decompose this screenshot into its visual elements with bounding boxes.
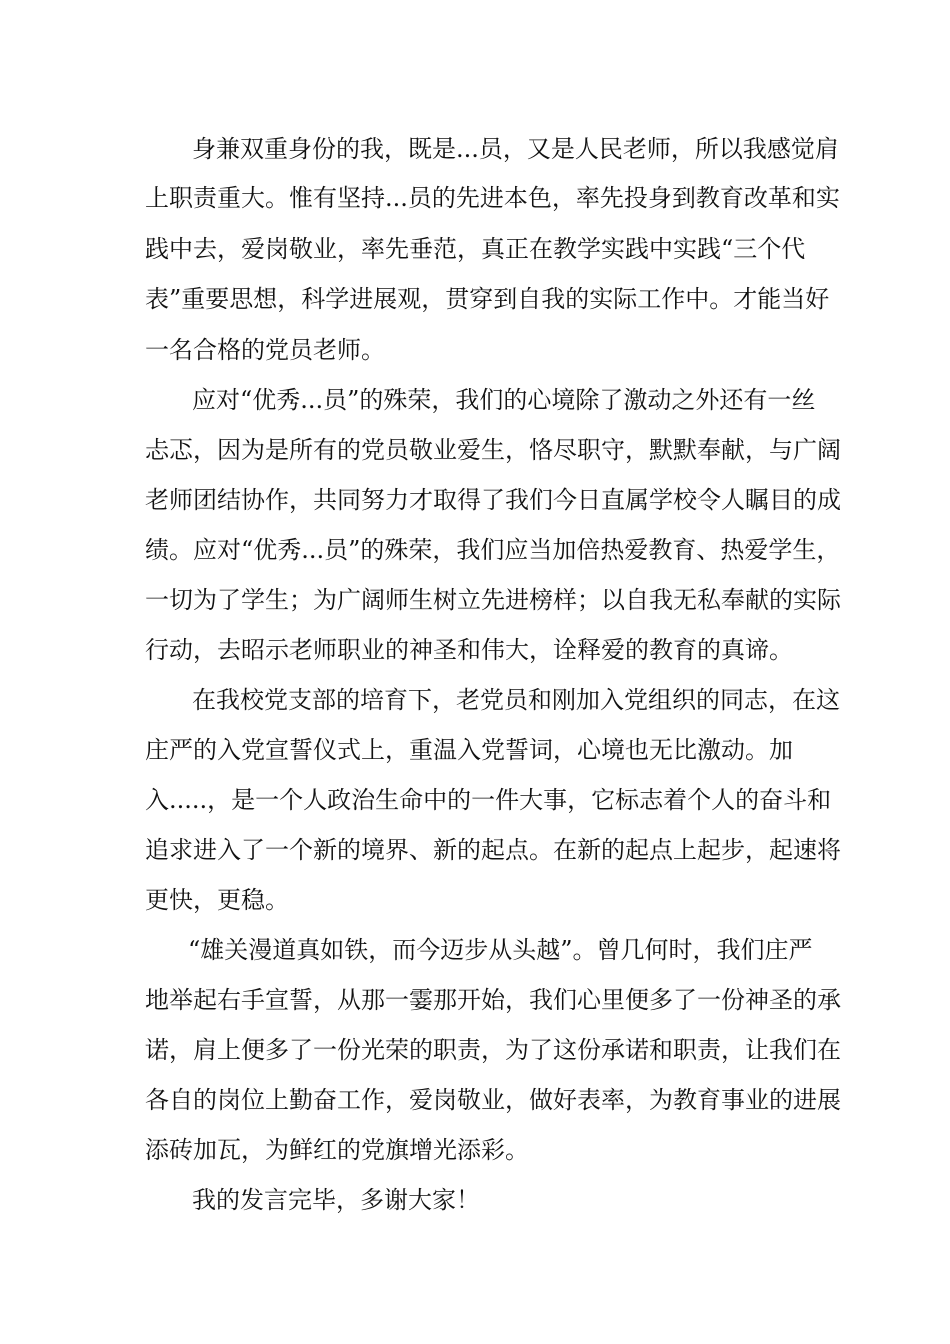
paragraph-line: 身兼双重身份的我，既是...员，又是人民老师，所以我感觉肩	[192, 135, 839, 163]
paragraph-line: 在我校党支部的培育下，老党员和刚加入党组织的同志，在这	[192, 686, 840, 714]
paragraph-line: 忐忑，因为是所有的党员敬业爱生，恪尽职守，默默奉献，与广阔	[145, 436, 841, 464]
paragraph-line: 绩。应对“优秀...员”的殊荣，我们应当加倍热爱教育、热爱学生，	[145, 536, 841, 564]
paragraph-line: 一切为了学生；为广阔师生树立先进榜样；以自我无私奉献的实际	[145, 586, 841, 614]
paragraph-line: 应对“优秀...员”的殊荣，我们的心境除了激动之外还有一丝	[192, 386, 816, 414]
paragraph-line: 一名合格的党员老师。	[145, 336, 385, 364]
paragraph-line: 地举起右手宣誓，从那一霎那开始，我们心里便多了一份神圣的承	[145, 986, 841, 1014]
paragraph-line: 诺，肩上便多了一份光荣的职责，为了这份承诺和职责，让我们在	[145, 1036, 841, 1064]
paragraph-line: 我的发言完毕，多谢大家！	[192, 1186, 480, 1214]
paragraph-line: 老师团结协作，共同努力才取得了我们今日直属学校令人瞩目的成	[145, 486, 841, 514]
paragraph-line: “雄关漫道真如铁，而今迈步从头越”。曾几何时，我们庄严	[188, 936, 813, 964]
paragraph-line: 入.....，是一个人政治生命中的一件大事，它标志着个人的奋斗和	[145, 786, 832, 814]
paragraph-line: 践中去，爱岗敬业，率先垂范，真正在教学实践中实践“三个代	[145, 235, 806, 263]
paragraph-line: 追求进入了一个新的境界、新的起点。在新的起点上起步，起速将	[145, 836, 841, 864]
paragraph-line: 上职责重大。惟有坚持...员的先进本色，率先投身到教育改革和实	[145, 184, 840, 212]
paragraph-line: 各自的岗位上勤奋工作，爱岗敬业，做好表率，为教育事业的进展	[145, 1086, 841, 1114]
paragraph-line: 庄严的入党宣誓仪式上，重温入党誓词，心境也无比激动。加	[145, 736, 793, 764]
paragraph-line: 更快，更稳。	[145, 886, 289, 914]
paragraph-line: 行动，去昭示老师职业的神圣和伟大，诠释爱的教育的真谛。	[145, 636, 793, 664]
paragraph-line: 添砖加瓦，为鲜红的党旗增光添彩。	[145, 1136, 529, 1164]
paragraph-line: 表”重要思想，科学进展观，贯穿到自我的实际工作中。才能当好	[145, 285, 830, 313]
